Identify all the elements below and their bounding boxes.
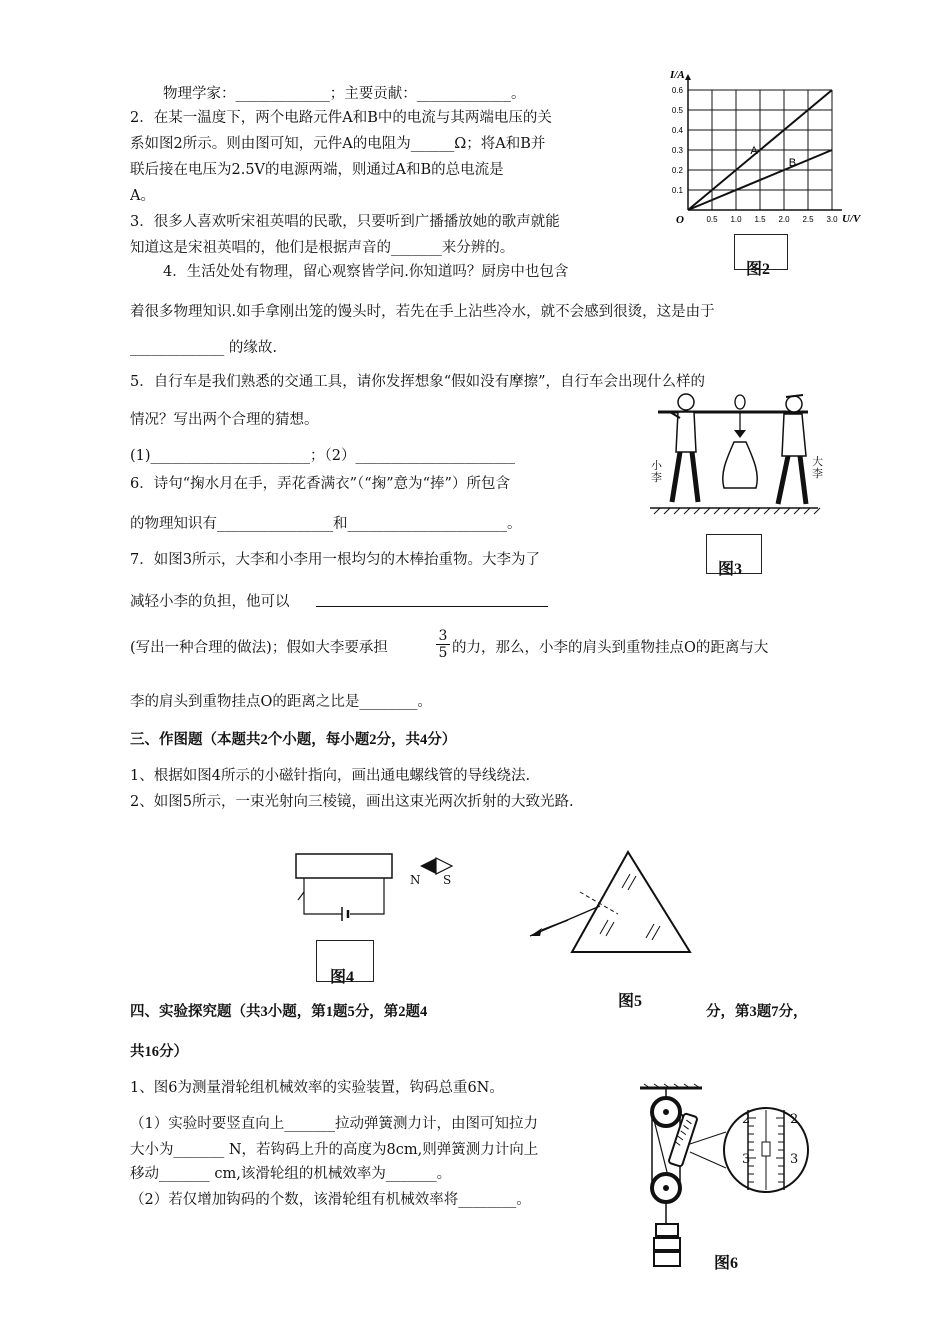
q6-line-2: 的物理知识有________________和______________________。 bbox=[130, 516, 522, 532]
fraction-numerator: 3 bbox=[438, 628, 448, 644]
sec4-q1-line-5: （2）若仅增加钩码的个数，该滑轮组有机械效率将________。 bbox=[130, 1192, 531, 1208]
fraction-3-5 bbox=[436, 628, 450, 661]
series-label-a: A bbox=[750, 145, 758, 157]
q3-line-1: 3．很多人喜欢听宋祖英唱的民歌，只要听到广播播放她的歌声就能 bbox=[130, 214, 560, 230]
scale-label-3-right: 3 bbox=[790, 1152, 799, 1167]
y-tick-label: 0.2 bbox=[671, 166, 683, 175]
y-tick-label: 0.1 bbox=[671, 186, 683, 195]
q7-line-4: 的力，那么，小李的肩头到重物挂点O的距离与大 bbox=[452, 640, 769, 656]
q7-line-5: 李的肩头到重物挂点O的距离之比是________。 bbox=[130, 694, 432, 710]
sec3-item-1: 1、根据如图4所示的小磁针指向，画出通电螺线管的导线绕法. bbox=[130, 768, 531, 784]
section-4-title-a: 四、实验探究题（共3小题，第1题5分，第2题4 bbox=[130, 1004, 428, 1020]
figure-3-illustration bbox=[650, 390, 825, 520]
q2-line-1: 2．在某一温度下，两个电路元件A和B中的电流与其两端电压的关 bbox=[130, 110, 552, 126]
q2-line-2: 系如图2所示。则由图可知，元件A的电阻为______Ω；将A和B并 bbox=[130, 136, 546, 152]
sec4-q1-line-4: 移动_______ cm,该滑轮组的机械效率为_______。 bbox=[130, 1166, 452, 1182]
x-tick-label: 3.0 bbox=[826, 215, 838, 224]
fraction-denominator: 5 bbox=[438, 645, 448, 661]
q5-line-1: 5．自行车是我们熟悉的交通工具，请你发挥想象“假如没有摩擦”，自行车会出现什么样的 bbox=[130, 374, 706, 390]
series-label-b: B bbox=[788, 157, 797, 169]
q7-line-2: 减轻小李的负担，他可以 bbox=[130, 594, 290, 610]
y-tick-label: 0.4 bbox=[671, 126, 683, 135]
y-tick-label: 0.3 bbox=[671, 146, 683, 155]
y-axis-label: I/A bbox=[670, 69, 685, 81]
q5-line-2: 情况？写出两个合理的猜想。 bbox=[130, 412, 319, 428]
x-tick-label: 2.5 bbox=[802, 215, 814, 224]
q4-line-1: 4．生活处处有物理，留心观察皆学问.你知道吗？厨房中也包含 bbox=[163, 264, 569, 280]
q3-line-2: 知道这是宋祖英唱的，他们是根据声音的_______来分辨的。 bbox=[130, 240, 515, 256]
y-tick-label: 0.6 bbox=[671, 86, 683, 95]
figure-2-caption: 图2 bbox=[746, 261, 771, 278]
figure-3-label-left: 小李 bbox=[651, 459, 662, 484]
q4-line-3: _____________ 的缘故. bbox=[130, 340, 277, 356]
origin-label: O bbox=[676, 214, 684, 226]
q2-line-4: A。 bbox=[130, 188, 155, 204]
y-tick-label: 0.5 bbox=[671, 106, 683, 115]
q7-line-1: 7．如图3所示，大李和小李用一根均匀的木棒抬重物。大李为了 bbox=[130, 552, 540, 568]
q5-line-3: (1)______________________；（2）______________________ bbox=[130, 448, 516, 464]
figure-2-iu-graph bbox=[640, 62, 861, 232]
figure-3-label-right: 大李 bbox=[812, 455, 823, 480]
section-3-title: 三、作图题（本题共2个小题，每小题2分，共4分） bbox=[130, 732, 457, 748]
sec4-q1-line-1: 1、图6为测量滑轮组机械效率的实验装置，钩码总重6N。 bbox=[130, 1080, 504, 1096]
compass-north-label: N bbox=[410, 873, 421, 887]
x-tick-label: 2.0 bbox=[778, 215, 790, 224]
x-tick-label: 1.5 bbox=[754, 215, 766, 224]
x-tick-label: 1.0 bbox=[730, 215, 742, 224]
figure-6-pulley-apparatus bbox=[630, 1084, 810, 1276]
q7-line-3: (写出一种合理的做法)；假如大李要承担 bbox=[130, 640, 388, 656]
section-4-title-b: 分，第3题7分， bbox=[706, 1004, 808, 1020]
q6-line-1: 6．诗句“掬水月在手，弄花香满衣”（“掬”意为“捧”）所包含 bbox=[130, 476, 510, 492]
figure-6-caption: 图6 bbox=[714, 1255, 739, 1272]
compass-south-label: S bbox=[443, 873, 452, 887]
y-axis-arrow bbox=[685, 74, 691, 80]
figure-5-prism bbox=[528, 848, 698, 958]
section-4-title-c: 共16分） bbox=[130, 1044, 188, 1060]
q7-answer-blank bbox=[316, 606, 548, 607]
figure-4-caption: 图4 bbox=[330, 969, 355, 986]
scale-label-3-left: 3 bbox=[742, 1152, 751, 1167]
sec4-q1-line-3: 大小为_______ N，若钩码上升的高度为8cm,则弹簧测力计向上 bbox=[130, 1142, 539, 1158]
q2-line-3: 联后接在电压为2.5V的电源两端，则通过A和B的总电流是 bbox=[130, 162, 504, 178]
scale-label-2-left: 2 bbox=[742, 1112, 751, 1127]
figure-3-caption: 图3 bbox=[718, 561, 743, 578]
scale-label-2-right: 2 bbox=[790, 1112, 799, 1127]
sec3-item-2: 2、如图5所示，一束光射向三棱镜，画出这束光两次折射的大致光路. bbox=[130, 794, 574, 810]
figure-5-caption: 图5 bbox=[618, 993, 643, 1010]
x-tick-label: 0.5 bbox=[706, 215, 718, 224]
q4-line-2: 着很多物理知识.如手拿刚出笼的馒头时，若先在手上沾些冷水，就不会感到很烫，这是由于 bbox=[130, 304, 715, 320]
x-axis-label: U/V bbox=[842, 213, 861, 225]
sec4-q1-line-2: （1）实验时要竖直向上_______拉动弹簧测力计，由图可知拉力 bbox=[130, 1116, 538, 1132]
q1-tail: 物理学家：_____________；主要贡献：_____________。 bbox=[163, 86, 526, 102]
